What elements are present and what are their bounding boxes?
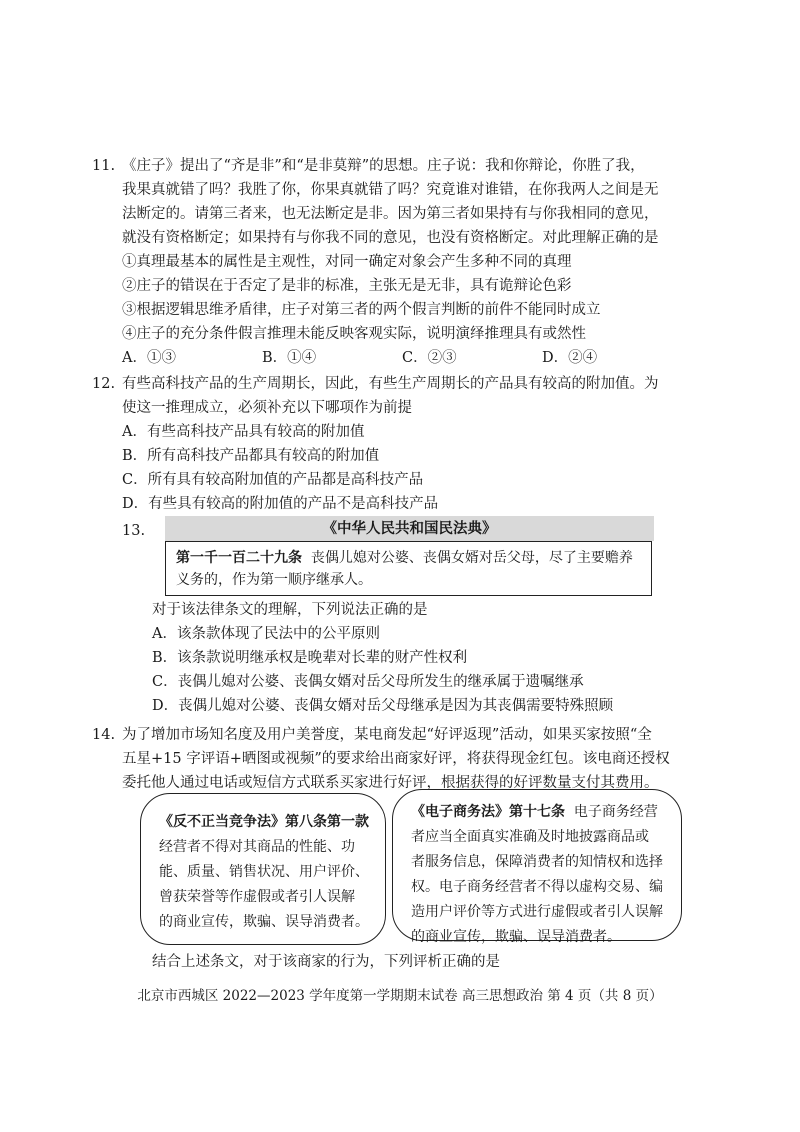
question-11 [92,154,682,370]
question-stem-line: 法断定的。请第三者来，也无法断定是非。因为第三者如果持有与你我相同的意见， [122,206,659,222]
question-13 [152,598,712,718]
statement: ②庄子的错误在于否定了是非的标准，主张无是无非，具有诡辩论色彩 [122,278,572,294]
box-line: 者应当全面真实准确及时地披露商品或 [411,829,649,845]
box-line: 经营者不得对其商品的性能、功 [159,839,355,855]
box-title: 《反不正当竞争法》第八条第一款 [159,814,369,830]
question-14 [92,723,682,795]
box-line: 曾获荣誉等作虚假或者引人误解 [159,889,355,905]
question-stem-line: 就没有资格断定；如果持有与你我不同的意见，也没有资格断定。对此理解正确的是 [122,230,659,246]
question-stem-line: 《庄子》提出了“齐是非”和“是非莫辩”的思想。庄子说：我和你辩论，你胜了我， [122,158,645,174]
box-line: 的商业宣传，欺骗、误导消费者。 [159,914,369,930]
statement: ①真理最基本的属性是主观性，对同一确定对象会产生多种不同的真理 [122,254,572,270]
question-stem-line: 结合上述条文，对于该商家的行为，下列评析正确的是 [152,954,500,970]
question-stem-line: 五星+15 字评语+晒图或视频”的要求给出商家好评，将获得现金红包。该电商还授权 [122,751,670,767]
question-number: 13. [122,523,146,539]
question-stem-line: 委托他人通过电话或短信方式联系买家进行好评，根据获得的好评数量支付其费用。 [122,775,659,791]
option-b: B．①④ [262,350,317,366]
box-line: 者服务信息，保障消费者的知情权和选择 [411,854,663,870]
box-line: 权。电子商务经营者不得以虚构交易、编 [411,879,663,895]
option-d: D．有些具有较高的附加值的产品不是高科技产品 [122,496,439,512]
question-stem-line: 有些高科技产品的生产周期长，因此，有些生产周期长的产品具有较高的附加值。为 [122,376,659,392]
option-c: C．丧偶儿媳对公婆、丧偶女婿对岳父母所发生的继承属于遗嘱继承 [152,674,584,690]
box-line: 能、质量、销售状况、用户评价、 [159,864,369,880]
option-d: D．②④ [542,350,598,366]
question-stem-line: 为了增加市场知名度及用户美誉度，某电商发起“好评返现”活动，如果买家按照“全 [122,727,652,743]
article-text: 丧偶儿媳对公婆、丧偶女婿对岳父母，尽了主要赡养 [310,550,633,566]
article-text: 义务的，作为第一顺序继承人。 [176,572,372,588]
question-number: 11. [92,158,116,174]
option-c: C．②③ [402,350,457,366]
option-d: D．丧偶儿媳对公婆、丧偶女婿对岳父母继承是因为其丧偶需要特殊照顾 [152,698,614,714]
option-c: C．所有具有较高附加值的产品都是高科技产品 [122,472,424,488]
box-title: 《电子商务法》第十七条 [411,804,565,820]
law-box-e-commerce [392,789,682,945]
article-title: 第一千一百二十九条 [176,550,302,566]
statement: ③根据逻辑思维矛盾律，庄子对第三者的两个假言判断的前件不能同时成立 [122,302,601,318]
question-number: 12. [92,376,116,392]
option-a: A．有些高科技产品具有较高的附加值 [122,424,365,440]
option-b: B．该条款说明继承权是晚辈对长辈的财产性权利 [152,650,468,666]
question-12 [92,372,682,516]
box-line: 电子商务经营 [573,804,658,820]
page-footer: 北京市西城区 2022—2023 学年度第一学期期末试卷 高三思想政治 第 4 页（共 8 页） [137,988,663,1004]
question-stem-line: 我果真就错了吗？我胜了你，你果真就错了吗？究竟谁对谁错，在你我两人之间是无 [122,182,659,198]
question-stem-line: 对于该法律条文的理解，下列说法正确的是 [152,602,428,618]
question-stem-line: 使这一推理成立，必须补充以下哪项作为前提 [122,400,412,416]
option-b: B．所有高科技产品都具有较高的附加值 [122,448,380,464]
option-a: A．该条款体现了民法中的公平原则 [152,626,380,642]
option-a: A．①③ [122,350,176,366]
box-line: 造用户评价等方式进行虚假或者引人误解 [411,904,663,920]
law-box-anti-unfair-competition [140,793,386,945]
box-line: 的商业宣传，欺骗、误导消费者。 [411,929,621,945]
question-number: 14. [92,727,116,743]
law-article-box [165,541,652,596]
law-banner: 《中华人民共和国民法典》 [165,516,654,541]
statement: ④庄子的充分条件假言推理未能反映客观实际，说明演绎推理具有或然性 [122,326,586,342]
answer-options [122,346,682,370]
